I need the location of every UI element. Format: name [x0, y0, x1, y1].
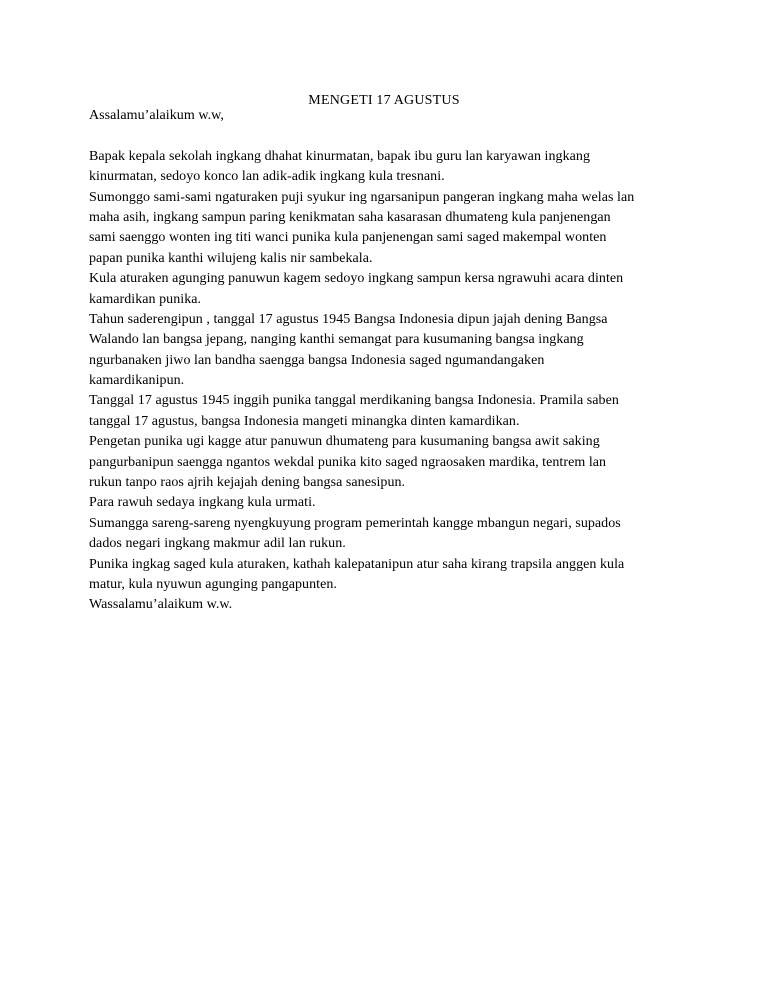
text-line: Bapak kepala sekolah ingkang dhahat kinurmatan, bapak ibu guru lan karyawan ingkang — [89, 148, 590, 164]
text-line: papan punika kanthi wilujeng kalis nir sambekala. — [89, 250, 373, 266]
greeting-line: Assalamu’alaikum w.w, — [89, 108, 224, 123]
document-title: MENGETI 17 AGUSTUS — [308, 93, 460, 108]
text-line: Walando lan bangsa jepang, nanging kanthi semangat para kusumaning bangsa ingkang — [89, 332, 584, 348]
text-line: pangurbanipun saengga ngantos wekdal punika kito saged ngraosaken mardika, tentrem lan — [89, 454, 607, 470]
text-line: sami saenggo wonten ing titi wanci punika kula panjenengan sami saged makempal wonten — [89, 230, 607, 246]
text-line: Pengetan punika ugi kagge atur panuwun dhumateng para kusumaning bangsa awit saking — [89, 434, 600, 450]
text-line: kinurmatan, sedoyo konco lan adik-adik ingkang kula tresnani. — [89, 169, 445, 185]
text-line: tanggal 17 agustus, bangsa Indonesia mangeti minangka dinten kamardikan. — [89, 413, 520, 429]
text-line: maha asih, ingkang sampun paring kenikmatan saha kasarasan dhumateng kula panjenengan — [89, 209, 611, 225]
text-line: Sumangga sareng-sareng nyengkuyung program pemerintah kangge mbangun negari, supados — [89, 515, 621, 531]
text-line: Para rawuh sedaya ingkang kula urmati. — [89, 495, 316, 511]
text-line: Kula aturaken agunging panuwun kagem sedoyo ingkang sampun kersa ngrawuhi acara dinten — [89, 271, 624, 287]
text-line: ngurbanaken jiwo lan bandha saengga bangsa Indonesia saged ngumandangaken — [89, 352, 545, 368]
text-line: Sumonggo sami-sami ngaturaken puji syukur ing ngarsanipun pangeran ingkang maha welas lan — [89, 189, 635, 205]
text-line: kamardikan punika. — [89, 291, 202, 307]
text-line: Tahun saderengipun , tanggal 17 agustus 1945 Bangsa Indonesia dipun jajah dening Bangsa — [89, 311, 608, 327]
document-body — [89, 106, 689, 616]
text-line: Tanggal 17 agustus 1945 inggih punika tanggal merdikaning bangsa Indonesia. Pramila saben — [89, 393, 619, 409]
text-line: dados negari ingkang makmur adil lan rukun. — [89, 536, 346, 552]
closing-line: Wassalamu’alaikum w.w. — [89, 597, 233, 613]
text-line: rukun tanpo raos ajrih kejajah dening bangsa sanesipun. — [89, 475, 406, 491]
paragraph-gap — [89, 126, 689, 146]
text-line: Punika ingkag saged kula aturaken, kathah kalepatanipun atur saha kirang trapsila anggen kula — [89, 556, 625, 572]
text-line: matur, kula nyuwun agunging pangapunten. — [89, 576, 337, 592]
text-line: kamardikanipun. — [89, 373, 185, 389]
